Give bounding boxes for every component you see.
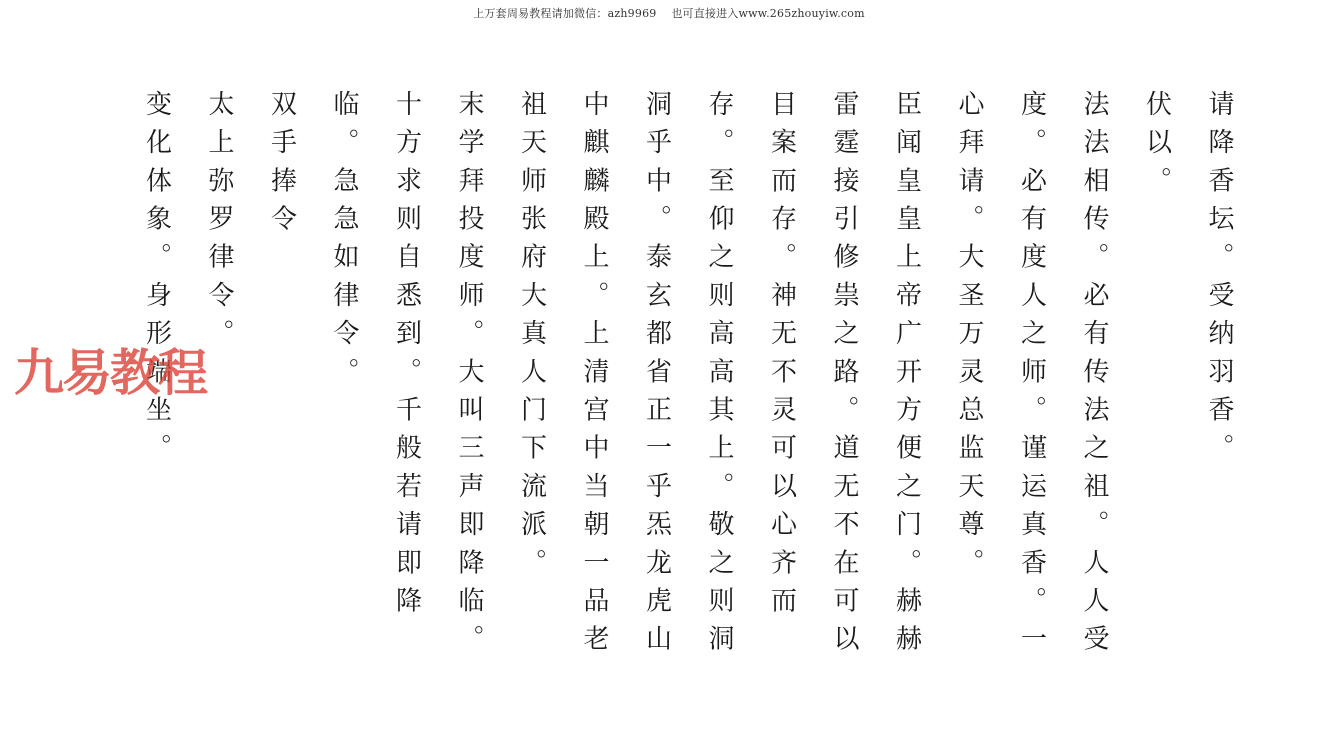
text-column: 心拜请。大圣万灵总监天尊。 <box>954 90 984 587</box>
text-column: 末学拜投度师。大叫三声即降临。 <box>454 90 484 663</box>
text-column: 请降香坛。受纳羽香。 <box>1204 90 1234 472</box>
text-column: 中麒麟殿上。上清宫中当朝一品老 <box>579 90 609 663</box>
text-column: 太上弥罗律令。 <box>204 90 234 358</box>
text-column: 临。急急如律令。 <box>329 90 359 396</box>
text-column: 伏以。 <box>1141 90 1172 205</box>
text-column: 目案而存。神无不灵可以心齐而 <box>766 90 797 625</box>
text-column: 变化体象。身形端坐。 <box>141 90 172 472</box>
watermark-logo: 九易教程 <box>14 344 206 402</box>
text-column: 洞乎中。泰玄都省正一乎炁龙虎山 <box>641 90 672 663</box>
text-column: 雷霆接引修祟之路。道无不在可以 <box>829 90 859 663</box>
text-column: 臣闻皇皇上帝广开方便之门。赫赫 <box>891 90 922 663</box>
text-column: 存。至仰之则高高其上。敬之则洞 <box>704 90 734 663</box>
text-column: 度。必有度人之师。谨运真香。一 <box>1016 90 1047 663</box>
scripture-text <box>120 90 1250 700</box>
text-column: 十方求则自悉到。千般若请即降 <box>391 90 422 625</box>
header-notice: 上万套周易教程请加微信：azh9969 也可直接进入www.265zhouyiw.com <box>473 7 865 20</box>
text-column: 法法相传。必有传法之祖。人人受 <box>1079 90 1109 663</box>
text-column: 双手捧令 <box>266 90 297 243</box>
text-column: 祖天师张府大真人门下流派。 <box>516 90 547 587</box>
